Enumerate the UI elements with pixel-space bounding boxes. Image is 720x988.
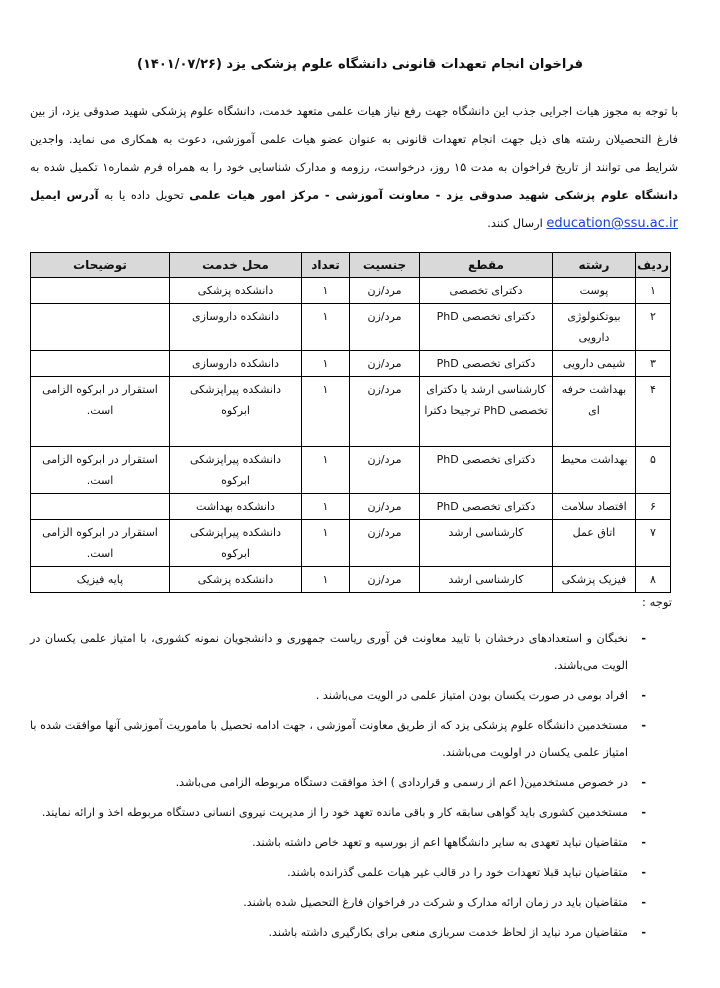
cell-count: ۱	[302, 447, 350, 494]
intro-paragraph	[30, 97, 678, 238]
cell-gender: مرد/زن	[350, 377, 420, 447]
list-item: - متقاضیان نباید قبلا تعهدات خود را در قالب غیر هیات علمی گذرانده باشند.	[30, 859, 650, 886]
cell-place: دانشکده پیراپزشکی ابرکوه	[170, 377, 302, 447]
header-cell: توضیحات	[31, 253, 170, 278]
table-header-row	[31, 253, 671, 278]
positions-table	[30, 252, 671, 593]
cell-desc	[31, 494, 170, 520]
cell-place: دانشکده پیراپزشکی ابرکوه	[170, 520, 302, 567]
cell-num: ۵	[636, 447, 671, 494]
intro-bold-email-label: آدرس ایمیل	[30, 188, 99, 202]
cell-field: فیزیک پزشکی	[553, 567, 636, 593]
cell-num: ۶	[636, 494, 671, 520]
table-row	[31, 447, 671, 494]
cell-desc	[31, 351, 170, 377]
list-item: - متقاضیان باید در زمان ارائه مدارک و شرکت در فراخوان فارغ التحصیل شده باشند.	[30, 889, 650, 916]
table-row	[31, 304, 671, 351]
cell-field: بیوتکنولوژی دارویی	[553, 304, 636, 351]
cell-gender: مرد/زن	[350, 567, 420, 593]
cell-field: بهداشت محیط	[553, 447, 636, 494]
email-link[interactable]: education@ssu.ac.ir	[546, 216, 678, 231]
cell-place: دانشکده پزشکی	[170, 567, 302, 593]
header-cell: تعداد	[302, 253, 350, 278]
header-cell: رشته	[553, 253, 636, 278]
cell-num: ۳	[636, 351, 671, 377]
cell-desc: استقرار در ابرکوه الزامی است.	[31, 520, 170, 567]
cell-count: ۱	[302, 351, 350, 377]
cell-field: بهداشت حرفه ای	[553, 377, 636, 447]
cell-desc: استقرار در ابرکوه الزامی است.	[31, 447, 170, 494]
list-item: - متقاضیان مرد نباید از لحاظ خدمت سربازی منعی برای بکارگیری داشته باشند.	[30, 919, 650, 946]
header-cell: محل خدمت	[170, 253, 302, 278]
table-row	[31, 351, 671, 377]
cell-field: شیمی دارویی	[553, 351, 636, 377]
cell-num: ۲	[636, 304, 671, 351]
cell-place: دانشکده پیراپزشکی ابرکوه	[170, 447, 302, 494]
list-item: - افراد بومی در صورت یکسان بودن امتیاز علمی در الویت می‌باشند .	[30, 682, 650, 709]
intro-bold-office: دانشگاه علوم پزشکی شهید صدوقی یزد - معاونت آموزشی - مرکز امور هیات علمی	[189, 188, 678, 202]
intro-text-2: تحویل داده یا به	[103, 188, 184, 202]
cell-degree: دکترای تخصصی PhD	[420, 304, 553, 351]
cell-place: دانشکده پزشکی	[170, 278, 302, 304]
cell-degree: دکترای تخصصی	[420, 278, 553, 304]
cell-desc: پایه فیزیک	[31, 567, 170, 593]
table-row	[31, 520, 671, 567]
table-row	[31, 567, 671, 593]
cell-count: ۱	[302, 377, 350, 447]
header-cell: جنسیت	[350, 253, 420, 278]
header-cell: مقطع	[420, 253, 553, 278]
cell-gender: مرد/زن	[350, 304, 420, 351]
cell-num: ۴	[636, 377, 671, 447]
list-item: - مستخدمین دانشگاه علوم پزشکی یزد که از طریق معاونت آموزشی ، جهت ادامه تحصیل با ماموریت آموزشی آنها موافقت شده با امتیاز علمی یکسان در اولویت می‌باشند.	[30, 712, 650, 766]
cell-num: ۷	[636, 520, 671, 567]
cell-count: ۱	[302, 494, 350, 520]
cell-num: ۱	[636, 278, 671, 304]
cell-count: ۱	[302, 304, 350, 351]
intro-text-3: ارسال کنند.	[487, 216, 543, 230]
list-item: - در خصوص مستخدمین( اعم از رسمی و قراردادی ) اخذ موافقت دستگاه مربوطه الزامی می‌باشد.	[30, 769, 650, 796]
cell-gender: مرد/زن	[350, 494, 420, 520]
cell-field: اقتصاد سلامت	[553, 494, 636, 520]
cell-degree: دکترای تخصصی PhD	[420, 447, 553, 494]
page-title: فراخوان انجام تعهدات قانونی دانشگاه علوم پزشکی یزد (۱۴۰۱/۰۷/۲۶)	[137, 57, 583, 72]
cell-degree: کارشناسی ارشد	[420, 567, 553, 593]
cell-gender: مرد/زن	[350, 278, 420, 304]
cell-degree: کارشناسی ارشد یا دکترای تخصصی PhD ترجیحا دکترا	[420, 377, 553, 447]
list-item: - نخبگان و استعدادهای درخشان با تایید معاونت فن آوری ریاست جمهوری و دانشجویان نمونه کشوری، با امتیاز علمی یکسان در الویت می‌باشند.	[30, 625, 650, 679]
cell-desc	[31, 278, 170, 304]
cell-count: ۱	[302, 278, 350, 304]
table-body	[31, 278, 671, 593]
cell-degree: کارشناسی ارشد	[420, 520, 553, 567]
list-item: - متقاضیان نباید تعهدی به سایر دانشگاهها اعم از بورسیه و تعهد خاص داشته باشند.	[30, 829, 650, 856]
cell-num: ۸	[636, 567, 671, 593]
note-label: توجه :	[642, 595, 672, 609]
cell-place: دانشکده داروسازی	[170, 351, 302, 377]
list-item: - مستخدمین کشوری باید گواهی سابقه کار و باقی مانده تعهد خود را از مدیریت نیروی انسانی دستگاه مربوطه اخذ و ارائه نمایند.	[30, 799, 650, 826]
table-row	[31, 278, 671, 304]
cell-count: ۱	[302, 567, 350, 593]
intro-text-1: با توجه به مجوز هیات اجرایی جذب این دانشگاه جهت رفع نیاز هیات علمی متعهد خدمت، دانشگاه علوم پزشکی شهید صدوقی یزد، از بین فارغ التحصیلان رشته های ذیل جهت انجام تعهدات قانونی به عنوان عضو هیات علمی آموزشی، دعوت به همکاری می نماید. واجدین شرایط می توانند از تاریخ فراخوان به مدت ۱۵ روز، درخواست، رزومه و مدارک شناسایی خود را به همراه فرم شماره۱ تکمیل شده به	[30, 104, 678, 174]
cell-place: دانشکده بهداشت	[170, 494, 302, 520]
cell-degree: دکترای تخصصی PhD	[420, 494, 553, 520]
cell-gender: مرد/زن	[350, 520, 420, 567]
notes-list	[30, 625, 650, 949]
cell-gender: مرد/زن	[350, 351, 420, 377]
cell-field: اتاق عمل	[553, 520, 636, 567]
header-cell: ردیف	[636, 253, 671, 278]
table-row	[31, 494, 671, 520]
table-row	[31, 377, 671, 447]
cell-desc: استقرار در ابرکوه الزامی است.	[31, 377, 170, 447]
cell-gender: مرد/زن	[350, 447, 420, 494]
cell-count: ۱	[302, 520, 350, 567]
cell-degree: دکترای تخصصی PhD	[420, 351, 553, 377]
cell-field: پوست	[553, 278, 636, 304]
cell-desc	[31, 304, 170, 351]
cell-place: دانشکده داروسازی	[170, 304, 302, 351]
